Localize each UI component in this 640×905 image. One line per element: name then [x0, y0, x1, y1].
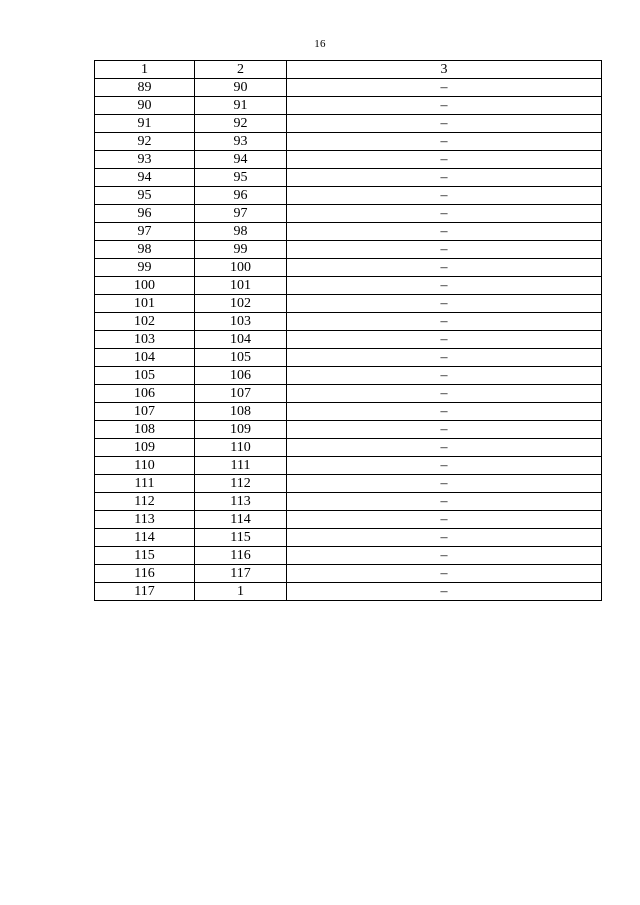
- table-cell: 116: [195, 547, 287, 565]
- table-cell: 115: [95, 547, 195, 565]
- table-cell: 104: [195, 331, 287, 349]
- table-cell: –: [287, 367, 602, 385]
- table-header-row: [95, 61, 602, 79]
- table-row: [95, 475, 602, 493]
- table-cell: 102: [195, 295, 287, 313]
- table-row: [95, 223, 602, 241]
- column-header: 2: [195, 61, 287, 79]
- table-cell: 109: [195, 421, 287, 439]
- table-cell: –: [287, 529, 602, 547]
- table-cell: –: [287, 151, 602, 169]
- table-cell: –: [287, 187, 602, 205]
- table-row: [95, 385, 602, 403]
- table-cell: 89: [95, 79, 195, 97]
- table-cell: –: [287, 475, 602, 493]
- table-cell: –: [287, 439, 602, 457]
- table-cell: 91: [95, 115, 195, 133]
- table-row: [95, 277, 602, 295]
- table-row: [95, 313, 602, 331]
- table-cell: 117: [95, 583, 195, 601]
- table-cell: 98: [95, 241, 195, 259]
- table-cell: 108: [95, 421, 195, 439]
- table-body: [95, 79, 602, 601]
- table-cell: 107: [95, 403, 195, 421]
- table-cell: –: [287, 223, 602, 241]
- column-header: 3: [287, 61, 602, 79]
- table-cell: –: [287, 277, 602, 295]
- table-cell: 108: [195, 403, 287, 421]
- table-cell: 90: [195, 79, 287, 97]
- table-row: [95, 565, 602, 583]
- table-cell: 93: [95, 151, 195, 169]
- table-row: [95, 367, 602, 385]
- table-row: [95, 133, 602, 151]
- table-row: [95, 583, 602, 601]
- page-number: 16: [314, 38, 326, 50]
- table-cell: 111: [195, 457, 287, 475]
- table-row: [95, 331, 602, 349]
- table-cell: –: [287, 403, 602, 421]
- table-cell: 117: [195, 565, 287, 583]
- table-row: [95, 295, 602, 313]
- table-cell: –: [287, 511, 602, 529]
- table-row: [95, 529, 602, 547]
- table-cell: 104: [95, 349, 195, 367]
- table-cell: 101: [195, 277, 287, 295]
- table-cell: –: [287, 457, 602, 475]
- table-row: [95, 349, 602, 367]
- table-cell: –: [287, 259, 602, 277]
- table-cell: 99: [195, 241, 287, 259]
- table-cell: 100: [95, 277, 195, 295]
- table-cell: 90: [95, 97, 195, 115]
- table-cell: 109: [95, 439, 195, 457]
- table-cell: –: [287, 241, 602, 259]
- table-cell: –: [287, 313, 602, 331]
- table-cell: 102: [95, 313, 195, 331]
- table-cell: –: [287, 295, 602, 313]
- table-cell: 112: [95, 493, 195, 511]
- table-row: [95, 115, 602, 133]
- table-row: [95, 457, 602, 475]
- table-cell: 95: [95, 187, 195, 205]
- data-table: [94, 60, 602, 601]
- table-row: [95, 79, 602, 97]
- table-row: [95, 259, 602, 277]
- table-cell: 1: [195, 583, 287, 601]
- table-cell: 113: [95, 511, 195, 529]
- table-row: [95, 151, 602, 169]
- table-cell: 110: [195, 439, 287, 457]
- table-row: [95, 421, 602, 439]
- table-cell: 98: [195, 223, 287, 241]
- table-cell: 96: [95, 205, 195, 223]
- table-cell: 93: [195, 133, 287, 151]
- column-header: 1: [95, 61, 195, 79]
- table-cell: 91: [195, 97, 287, 115]
- table-row: [95, 205, 602, 223]
- table-cell: –: [287, 385, 602, 403]
- table-cell: –: [287, 349, 602, 367]
- table-cell: 95: [195, 169, 287, 187]
- table-row: [95, 547, 602, 565]
- table-cell: –: [287, 421, 602, 439]
- table-cell: –: [287, 331, 602, 349]
- table-row: [95, 493, 602, 511]
- table-cell: 112: [195, 475, 287, 493]
- table-cell: 116: [95, 565, 195, 583]
- table-cell: 103: [195, 313, 287, 331]
- table-cell: 113: [195, 493, 287, 511]
- table-row: [95, 169, 602, 187]
- table-cell: 100: [195, 259, 287, 277]
- table-cell: –: [287, 547, 602, 565]
- table-cell: 92: [195, 115, 287, 133]
- table-cell: 94: [195, 151, 287, 169]
- table-row: [95, 187, 602, 205]
- table-row: [95, 97, 602, 115]
- table-cell: 107: [195, 385, 287, 403]
- table-row: [95, 241, 602, 259]
- table-cell: 115: [195, 529, 287, 547]
- table-row: [95, 403, 602, 421]
- table-cell: 101: [95, 295, 195, 313]
- table-cell: 97: [195, 205, 287, 223]
- table-row: [95, 511, 602, 529]
- table-cell: –: [287, 565, 602, 583]
- table-cell: 92: [95, 133, 195, 151]
- table-cell: –: [287, 205, 602, 223]
- table-cell: –: [287, 493, 602, 511]
- table-cell: 111: [95, 475, 195, 493]
- table-cell: 105: [195, 349, 287, 367]
- table-cell: 99: [95, 259, 195, 277]
- table-cell: 103: [95, 331, 195, 349]
- table-cell: –: [287, 169, 602, 187]
- table-cell: 106: [195, 367, 287, 385]
- table-cell: 97: [95, 223, 195, 241]
- table-cell: 114: [95, 529, 195, 547]
- table-cell: 105: [95, 367, 195, 385]
- table-cell: 110: [95, 457, 195, 475]
- table-row: [95, 439, 602, 457]
- table-cell: –: [287, 583, 602, 601]
- table-cell: –: [287, 133, 602, 151]
- table-cell: –: [287, 115, 602, 133]
- table-cell: 114: [195, 511, 287, 529]
- table-cell: 96: [195, 187, 287, 205]
- table-cell: 106: [95, 385, 195, 403]
- table-cell: 94: [95, 169, 195, 187]
- table-cell: –: [287, 97, 602, 115]
- table-cell: –: [287, 79, 602, 97]
